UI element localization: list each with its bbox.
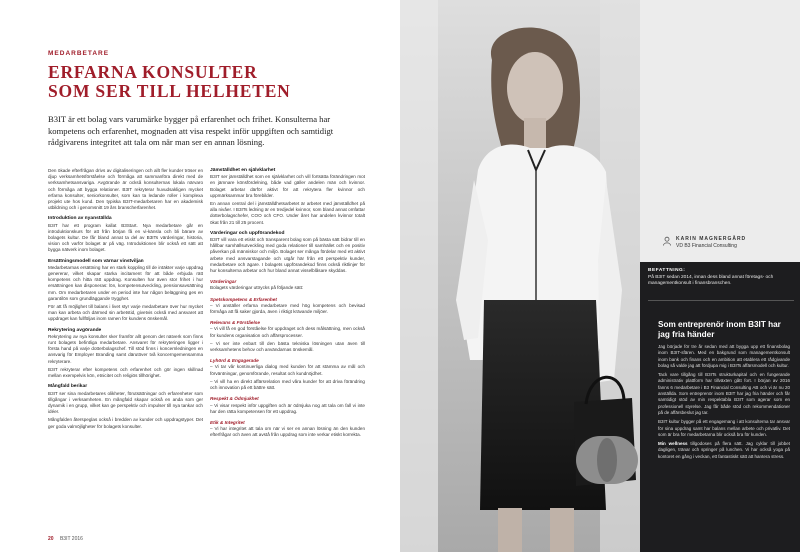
- body-column-2: [210, 168, 365, 441]
- section-kicker: MEDARBETARE: [48, 50, 110, 57]
- paragraph: Jag började för tre år sedan med att bygga upp ett finansbolag inom B3IT-sfären. Med en bakgrund som managementkonsult inom bank och finans och en ambition att etablera ett rådgivande bolag så valde jag att fördjupa mig i B3ITs affärsmodell och kultur.: [658, 344, 790, 368]
- wellness-label: Min wellness: [658, 441, 688, 447]
- fact-block: [648, 268, 794, 288]
- caption-name: KARIN MAGNERGÅRD: [676, 236, 747, 242]
- paragraph: Den ökade efterfrågan drivs av digitaliseringen och allt fler kunder tröser en djup verksamhetsförståelse och förmåga att sammanföra direkt med de verksamhetsansvariga. Avgörande är också konsulternas lokala närvaro och förmåga att bygga relationer. B3IT rekryterar huvudsakligen mycket erfarna konsulter, seniorkonsulter, som kan ta ledande roller i komplexa projekt ute hos kund. Den typiska B3IT-medarbetaren har en akademisk utbildning och i genomsnitt 19 års branscherfarenhet.: [48, 168, 203, 211]
- wellness-text: tillgodoses på flera sätt. Jag cyklar till jobbet dagligen, tränar och springer på lunchen. Vi har också yoga på kontoret en gång i veckan, ett fantastiskt sätt att hantera stress.: [658, 441, 790, 459]
- paragraph: En annan central del i jämställdhetsarbetet är arbetet med jämställdhet på alla nivåer. I B3ITs ledning är en tredjedel kvinnor, som bland annat omfattar dotterbolagschefer, COO och CFO. Under året har andelen kvinnor totalt ökat från 21 till 25 procent.: [210, 201, 365, 225]
- headline-line-1: ERFARNA KONSULTER: [48, 62, 258, 82]
- value-heading: Relevans & Förståelse: [210, 320, 261, 326]
- paragraph: Bolagets värderingar uttrycks på följande sätt:: [210, 285, 304, 291]
- subheading: Värderingar och uppförandekod: [210, 230, 285, 236]
- paragraph: – Vi visar respekt inför uppgiften och är ödmjuka nog att tala om fall vi inte har den rätta kompetensen för ett uppdrag.: [210, 402, 365, 414]
- value-heading: Spetskompetens & Erfarenhet: [210, 296, 277, 302]
- footer-label: B3IT 2016: [59, 536, 83, 542]
- person-icon: [662, 236, 672, 246]
- paragraph: B3IT ser jämställdhet som en självklarhet och vill fortsätta förändringen mot en jämnare könsfördelning, både vad gäller andelen män och kvinnor. Bolaget arbetar därför aktivt för att rekrytera fler kvinnor och uppmärksammar bra förebilder.: [210, 174, 365, 198]
- paragraph: B3IT vill vara ett etiskt och transparent bolag som på bästa sätt bidrar till en hållbar samhällsutveckling med goda relationer till samhället och en positiv påverkan på människor och miljö. Bolaget ser många fördelar med ett aktivt arbete med ansvarstagande och utgår här från ett perspektiv kunder, medarbetare och ägare. I bolagets uppförandekod finns också riktlinjer för hur konsulterna arbetar och hur bland annat visselblåsare skyddas.: [210, 237, 365, 274]
- body-column-1: [48, 168, 203, 432]
- fact-text: På B3IT sedan 2014, innan dess bland annat företags- och managementkonsult i finansbranschen.: [648, 274, 774, 286]
- paragraph: Medarbetarnas ersättning har en stark koppling till de intäkter varje uppdrag genererar, vilket skapar starka incitament för att både erbjuda rätt kompetens och hitta rätt uppdrag. Konsulten har även stor frihet i hur ersättningen kan disponeras: lön, kompetensutveckling, pensionsavsättning mm. Om medarbetaren under en period inte har någon beläggning ges en garantilön som grundläggande trygghet.: [48, 264, 203, 301]
- lead-paragraph: B3IT är ett bolag vars varumärke bygger på erfarenhet och frihet. Konsulterna har kompetens och erfarenhet, mognaden att visa respekt inför uppgiften och samtidigt rådgivarens integritet att tala om när man ser en annan lösning.: [48, 114, 334, 148]
- subheading: Rekrytering avgörande: [48, 327, 102, 333]
- subheading: Mångfald berikar: [48, 384, 88, 390]
- portrait-illustration: [400, 0, 640, 552]
- caption-role: VD B3 Financial Consulting: [676, 243, 737, 249]
- paragraph: B3IT ser sina medarbetares olikheter, förutsättningar och erfarenheter som tillgångar i verksamheten. En mångfald skapar också en anda som ger dynamik i en grupp, vilket kan ge perspektiv och impulser till nya tankar och idéer.: [48, 390, 203, 415]
- divider: [648, 300, 794, 301]
- value-heading: Etik & Integritet: [210, 419, 245, 425]
- subheading: Ersättningsmodell som värnar vinstviljan: [48, 258, 144, 264]
- paragraph: B3IT rekryterar efter kompetens och erfarenhet och gör ingen skillnad mellan exempelvis kön, etnicitet och religiös tillhörighet.: [48, 366, 203, 379]
- paragraph: – Vi vill få en god förståelse för uppdraget och dess målsättning, men också för kundens organisation och affärsprocesser.: [210, 326, 365, 338]
- values-subheading: Värderingar: [210, 279, 237, 285]
- paragraph: – Vi anställer erfarna medarbetare med hög kompetens och bevisad förmåga att få saker gjorda, även i riktigt krävande miljöer.: [210, 302, 365, 315]
- fact-label: BEFATTNING:: [648, 268, 686, 273]
- quote-title: Som entreprenör inom B3IT har jag fria händer: [658, 320, 781, 339]
- paragraph: För att få möjlighet till balans i livet styr varje medarbetare över hur mycket man kan arbeta och därmed sin arbetstid, givetvis också med ansvaret att uppdraget kan fullföljas inom ramen för kundens önskemål.: [48, 304, 203, 322]
- subheading: Jämställdhet en självklarhet: [210, 168, 276, 173]
- page-number: 20: [48, 536, 54, 542]
- paragraph: B3IT har ett program kallat B3Start. Nya medarbetare går en introduktionskurs för att från början få en vi-känsla och bli bärare av bolagets kultur. De får bland annat ta del av B3ITs värderingar, historia, vision och varför bolaget är på väg. Introduktionen blir också ett sätt att bygga nätverk inom bolaget.: [48, 222, 203, 253]
- value-heading: Respekt & Ödmjukhet: [210, 396, 259, 402]
- paragraph: – Vi tar vår kontinuerliga dialog med kunden för att stämma av mål och förväntningar, genomförande, resultat och kundnöjdhet.: [210, 364, 365, 376]
- paragraph: Mångfalden återspeglas också i bredden av kunder och uppdragstyper. Det ger goda valmöjligheter för bolagets konsulter.: [48, 417, 203, 429]
- headline: [48, 63, 348, 101]
- paragraph: Tack vare tillgång till B3ITs strukturkapital och en fungerande administrativ plattform har tillväxten gått fort. I början av 2016 fanns 6 medarbetare i B3 Financial Consulting AB och vi är nu 20 anställda. Som entreprenör inom B3IT har jag fria händer och får samtidigt stöd av min respektabla B3IT som agerar som en professionell styrelse. Jag får både stöd och rekommendationer på de affärsbeslut jag tar.: [658, 372, 790, 415]
- paragraph: – Vi vill ha en direkt affärsrelation med våra kunder för att driva förändring och innovation på ett bättre sätt.: [210, 378, 365, 391]
- subheading: Introduktion av nyanställda: [48, 216, 112, 222]
- photo-caption: [676, 236, 746, 250]
- paragraph: [658, 441, 790, 460]
- paragraph: Rekrytering av nya konsulter sker framför allt genom det nätverk som finns runt bolagets befintliga medarbetare. Ansvaret för rekryteringen ligger i första hand på varje dotterbolagschef. Till stöd finns i koncernledningen en ansvarig för Employer Branding samt därutöver två koncerngemensamma rekryterare.: [48, 333, 203, 364]
- quote-body: [658, 344, 790, 463]
- paragraph: – Vi ser inte enbart till den bästa tekniska lösningen utan även till verksamhetens behov och användarnas önskemål.: [210, 340, 365, 353]
- paragraph: – Vi har integritet att tala om när vi ser en annan lösning än den kunden efterfrågar och även att avstå från uppdrag som inte verkar etiskt korrekta.: [210, 426, 365, 438]
- right-page: [400, 0, 800, 552]
- page-footer: [48, 536, 83, 542]
- portrait-photo: [400, 0, 640, 552]
- headline-line-2: SOM SER TILL HELHETEN: [48, 81, 291, 101]
- value-heading: Lyhörd & Engagerade: [210, 358, 259, 364]
- paragraph: B3IT kultur bygger på ett engagemang i att konsulterna tar ansvar för sina uppdrag samt har balans mellan arbete och privatliv. Det som är bra för medarbetarna blir också bra för kunden.: [658, 419, 790, 437]
